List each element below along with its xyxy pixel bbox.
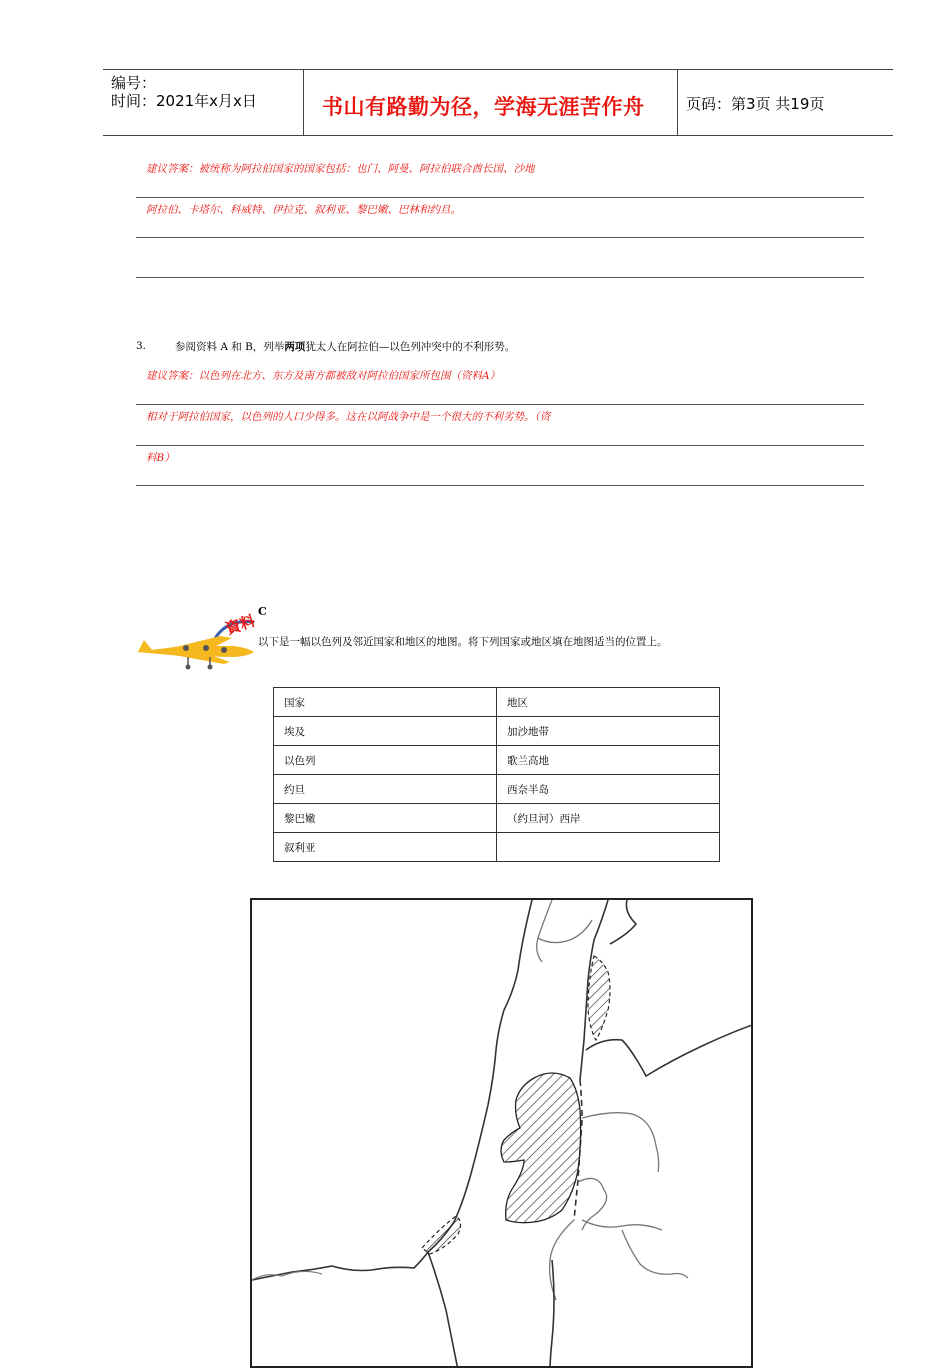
map-drawing — [252, 900, 753, 1368]
table-row — [274, 746, 720, 775]
west-bank — [501, 1073, 581, 1223]
answer-rule — [136, 237, 864, 238]
border — [610, 900, 636, 944]
answer-rule — [136, 485, 864, 486]
river — [538, 920, 592, 943]
answer-3-line-2: 相对于阿拉伯国家，以色列的人口少得多。这在以阿战争中是一个很大的不利劣势。（资 — [146, 411, 551, 423]
page-number: 页码：第3页 共19页 — [686, 95, 825, 113]
coastline — [252, 900, 532, 1280]
table-cell: 以色列 — [274, 746, 497, 775]
answer-2-line-1: 建议答案：被统称为阿拉伯国家的国家包括：也门、阿曼、阿拉伯联合酋长国、沙地 — [146, 163, 535, 175]
header-motto: 书山有路勤为径，学海无涯苦作舟 — [322, 95, 645, 119]
table-cell — [497, 833, 720, 862]
table-cell: 黎巴嫩 — [274, 804, 497, 833]
answer-2-line-2: 阿拉伯、卡塔尔、科威特、伊拉克、叙利亚、黎巴嫩、巴林和约旦。 — [146, 204, 461, 216]
table-header-cell: 地区 — [497, 688, 720, 717]
question-3-emphasis: 两项 — [284, 341, 306, 353]
answer-rule — [136, 277, 864, 278]
question-3-number: 3. — [136, 340, 147, 352]
section-c-instruction: 以下是一幅以色列及邻近国家和地区的地图。将下列国家或地区填在地图适当的位置上。 — [258, 636, 668, 648]
time-label: 时间：2021年x月x日 — [111, 92, 257, 110]
answer-rule — [136, 197, 864, 198]
question-3-text-after: 犹太人在阿拉伯—以色列冲突中的不利形势。 — [305, 341, 516, 353]
question-3-text-before: 参阅资料 A 和 B，列举 — [175, 341, 285, 353]
river — [622, 1230, 688, 1278]
answer-3-line-3: 料B） — [146, 452, 175, 464]
table-cell: 叙利亚 — [274, 833, 497, 862]
table-row — [274, 717, 720, 746]
answer-rule — [136, 445, 864, 446]
table-header-row — [274, 688, 720, 717]
golan-heights — [588, 956, 610, 1040]
answer-rule — [136, 404, 864, 405]
stamp-text: 資料 — [223, 612, 258, 639]
question-3-text — [175, 339, 515, 354]
header-divider-left — [303, 69, 304, 136]
river — [537, 900, 552, 962]
table-cell: 埃及 — [274, 717, 497, 746]
answer-3-line-1: 建议答案：以色列在北方、东方及南方都被敌对阿拉伯国家所包围（资料A） — [146, 370, 501, 382]
table-row — [274, 833, 720, 862]
serial-label: 编号： — [111, 74, 157, 92]
river — [582, 1220, 662, 1230]
israel-region-map — [250, 898, 753, 1368]
section-c-letter: C — [258, 605, 267, 618]
countries-regions-table — [273, 687, 720, 862]
border — [428, 1252, 458, 1368]
table-cell: 约旦 — [274, 775, 497, 804]
table-cell: （约旦河）西岸 — [497, 804, 720, 833]
table-cell: 歌兰高地 — [497, 746, 720, 775]
header-top-rule — [103, 69, 893, 70]
header-divider-right — [677, 69, 678, 136]
gaza-strip — [422, 1216, 461, 1254]
border — [586, 1024, 753, 1076]
table-header-cell: 国家 — [274, 688, 497, 717]
header-bottom-rule — [103, 135, 893, 136]
table-cell: 西奈半岛 — [497, 775, 720, 804]
airplane-logo-icon — [134, 612, 274, 674]
table-cell: 加沙地带 — [497, 717, 720, 746]
river — [578, 1178, 607, 1230]
river — [582, 1113, 659, 1172]
table-row — [274, 804, 720, 833]
table-row — [274, 775, 720, 804]
